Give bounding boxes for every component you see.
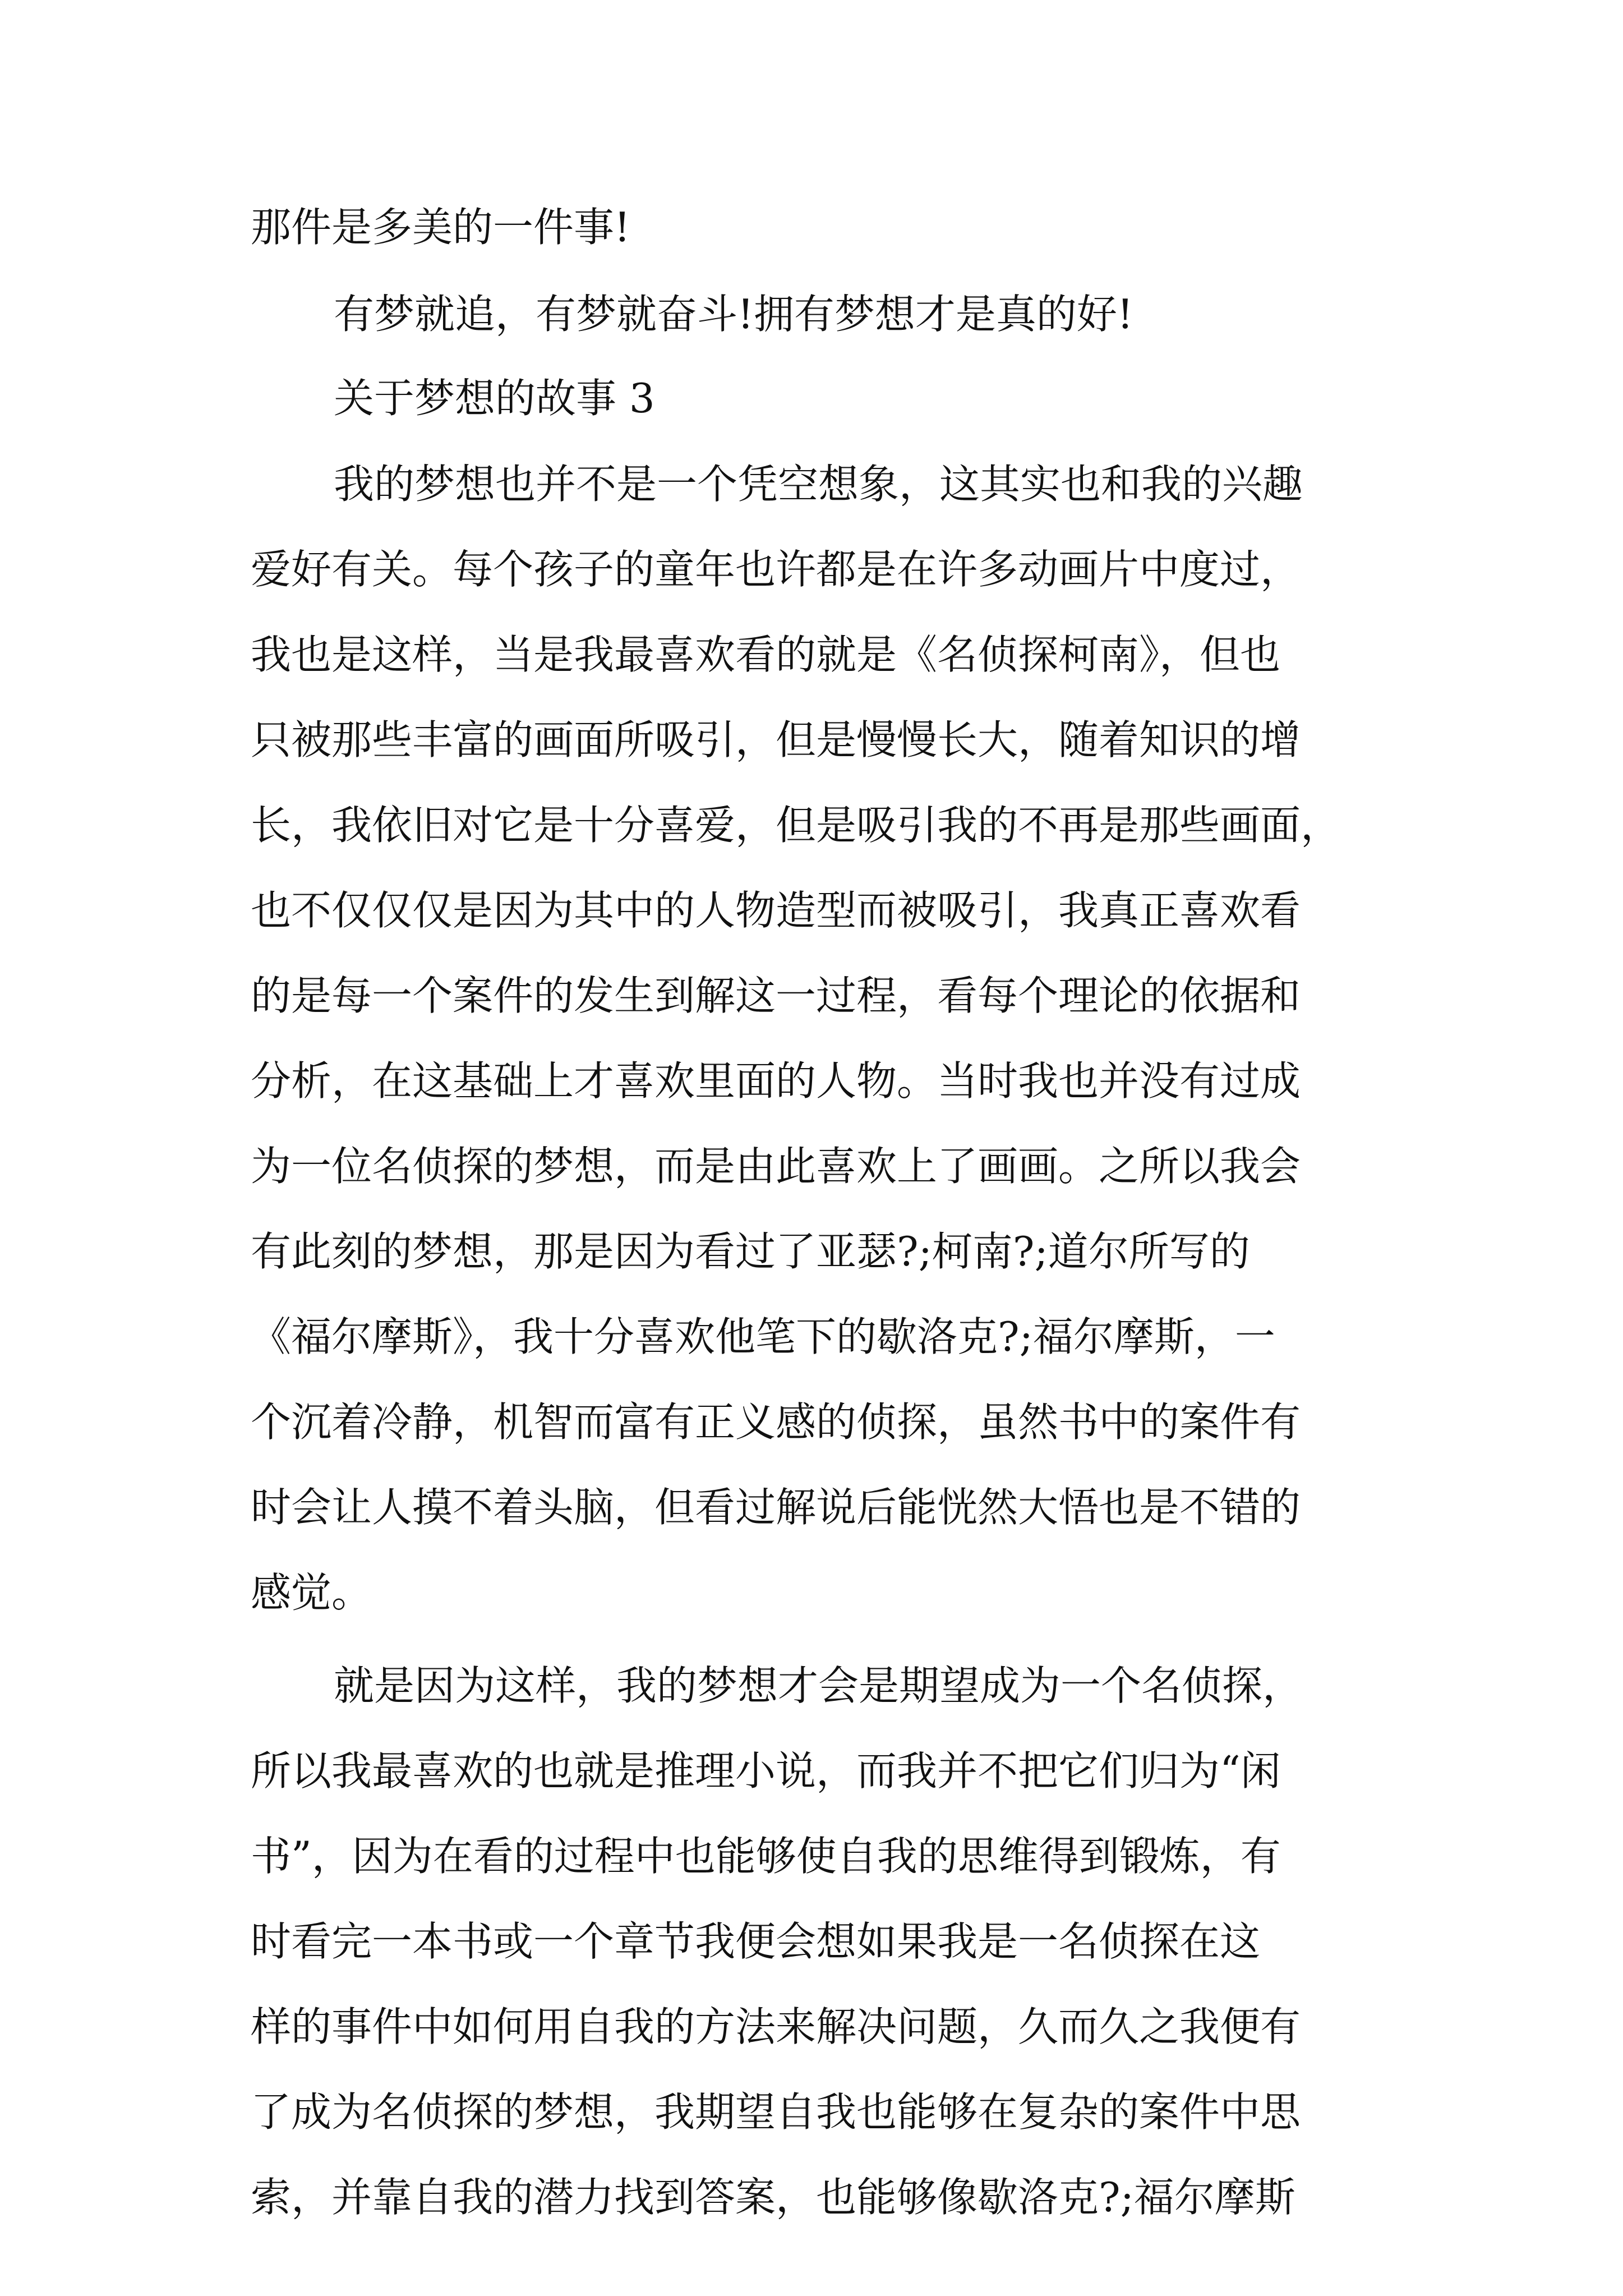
text-line: 我也是这样，当是我最喜欢看的就是《名侦探柯南》，但也 <box>251 631 1281 678</box>
text-line: 了成为名侦探的梦想，我期望自我也能够在复杂的案件中思 <box>251 2088 1301 2136</box>
text-line: 有此刻的梦想，那是因为看过了亚瑟?;柯南?;道尔所写的 <box>251 1228 1250 1275</box>
text-line: 有梦就追，有梦就奋斗!拥有梦想才是真的好! <box>334 291 1133 338</box>
text-line: 就是因为这样，我的梦想才会是期望成为一个名侦探， <box>334 1662 1303 1709</box>
section-heading: 关于梦想的故事 3 <box>334 375 655 422</box>
text-line: 为一位名侦探的梦想，而是由此喜欢上了画画。之所以我会 <box>251 1143 1301 1190</box>
text-line: 时看完一本书或一个章节我便会想如果我是一名侦探在这 <box>251 1918 1261 1965</box>
text-line: 所以我最喜欢的也就是推理小说，而我并不把它们归为“闲 <box>251 1747 1281 1795</box>
text-line: 那件是多美的一件事! <box>251 204 630 251</box>
text-line: 感觉。 <box>251 1569 372 1616</box>
text-line: 分析，在这基础上才喜欢里面的人物。当时我也并没有过成 <box>251 1057 1301 1105</box>
text-line: 书”，因为在看的过程中也能够使自我的思维得到锻炼，有 <box>251 1833 1281 1880</box>
text-line: 我的梦想也并不是一个凭空想象，这其实也和我的兴趣 <box>334 461 1303 508</box>
text-line: 爱好有关。每个孩子的童年也许都是在许多动画片中度过， <box>251 546 1301 593</box>
text-line: 的是每一个案件的发生到解这一过程，看每个理论的依据和 <box>251 972 1301 1019</box>
text-line: 样的事件中如何用自我的方法来解决问题，久而久之我便有 <box>251 2003 1301 2050</box>
text-line: 只被那些丰富的画面所吸引，但是慢慢长大，随着知识的增 <box>251 716 1301 763</box>
text-line: 《福尔摩斯》，我十分喜欢他笔下的歇洛克?;福尔摩斯，一 <box>251 1313 1275 1360</box>
text-line: 个沉着冷静，机智而富有正义感的侦探，虽然书中的案件有 <box>251 1398 1301 1446</box>
text-line: 索，并靠自我的潜力找到答案，也能够像歇洛克?;福尔摩斯 <box>251 2174 1295 2221</box>
text-line: 长，我依旧对它是十分喜爱，但是吸引我的不再是那些画面， <box>251 802 1341 849</box>
text-line: 时会让人摸不着头脑，但看过解说后能恍然大悟也是不错的 <box>251 1484 1301 1531</box>
text-line: 也不仅仅仅是因为其中的人物造型而被吸引，我真正喜欢看 <box>251 887 1301 934</box>
